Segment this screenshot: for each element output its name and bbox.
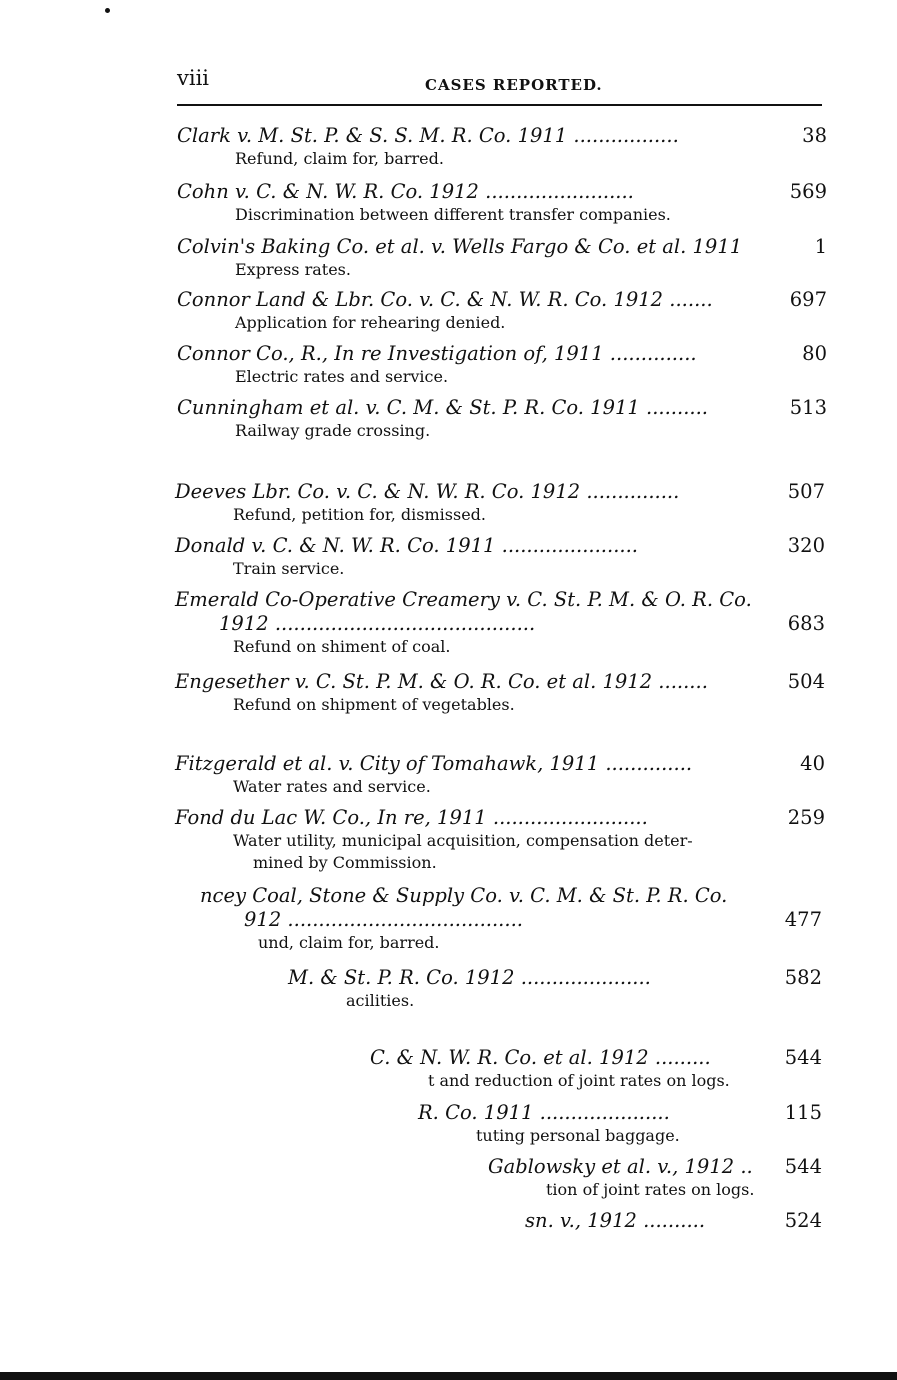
case-title: M. & St. P. R. Co. 1912 ..................... 582 (288, 966, 822, 989)
case-description: Water rates and service. (233, 777, 431, 796)
case-title: Colvin's Baking Co. et al. v. Wells Fargo & Co. et al. 1911 1 (177, 235, 827, 258)
case-description: Railway grade crossing. (235, 421, 431, 440)
case-description: t and reduction of joint rates on logs. (428, 1071, 730, 1090)
case-title: Deeves Lbr. Co. v. C. & N. W. R. Co. 1912 ............... 507 (175, 480, 825, 503)
case-title: Cohn v. C. & N. W. R. Co. 1912 ........................ 569 (177, 180, 827, 203)
case-title: Donald v. C. & N. W. R. Co. 1911 ...................... 320 (175, 534, 825, 557)
case-title: Connor Land & Lbr. Co. v. C. & N. W. R. Co. 1912 ....... 697 (177, 288, 827, 311)
case-entry (175, 806, 825, 874)
case-entry (288, 966, 822, 1012)
case-title-year: 912 ...................................... (244, 908, 523, 931)
case-entry (488, 1155, 822, 1201)
case-page-number: 544 (784, 1046, 822, 1069)
case-description: Refund, claim for, barred. (235, 149, 444, 168)
case-description: acilities. (346, 991, 415, 1010)
case-description: Train service. (233, 559, 345, 578)
case-page-number: 544 (784, 1155, 822, 1178)
case-title: C. & N. W. R. Co. et al. 1912 ......... 544 (370, 1046, 822, 1069)
case-page-number: 697 (789, 288, 827, 311)
case-page-number: 40 (800, 752, 825, 775)
case-page-number: 1 (814, 235, 827, 258)
margin-dot (105, 8, 110, 13)
case-page-number: 477 (784, 908, 822, 931)
case-page-number: 38 (802, 124, 827, 147)
case-entry (177, 396, 827, 442)
case-entry (177, 288, 827, 334)
case-entry (177, 235, 827, 281)
case-entry (175, 588, 825, 658)
case-title-year: 1912 .......................................... (219, 612, 536, 635)
case-title: Cunningham et al. v. C. M. & St. P. R. Co. 1911 .......... 513 (177, 396, 827, 419)
case-page-number: 524 (784, 1209, 822, 1232)
case-page-number: 683 (787, 612, 825, 635)
case-entry (175, 670, 825, 716)
case-page-number: 320 (787, 534, 825, 557)
case-page-number: 259 (787, 806, 825, 829)
running-head: CASES REPORTED. (425, 76, 603, 94)
case-title: R. Co. 1911 ..................... 115 (418, 1101, 822, 1124)
case-description: Application for rehearing denied. (235, 313, 506, 332)
scan-border (0, 1372, 897, 1380)
case-title: Fond du Lac W. Co., In re, 1911 ......................... 259 (175, 806, 825, 829)
case-description: und, claim for, barred. (258, 933, 440, 952)
case-page-number: 569 (789, 180, 827, 203)
case-entry (370, 1046, 822, 1092)
case-entry (175, 480, 825, 526)
case-description: tion of joint rates on logs. (546, 1180, 755, 1199)
case-description: Refund, petition for, dismissed. (233, 505, 486, 524)
case-page-number: 513 (789, 396, 827, 419)
case-entry (175, 752, 825, 798)
case-entry (418, 1101, 822, 1147)
case-description: Water utility, municipal acquisition, compensation deter- (233, 831, 693, 850)
case-page-number: 504 (787, 670, 825, 693)
case-title: Engesether v. C. St. P. M. & O. R. Co. et al. 1912 ........ 504 (175, 670, 825, 693)
case-entry (175, 534, 825, 580)
case-entry (200, 884, 822, 954)
case-title: Clark v. M. St. P. & S. S. M. R. Co. 1911 ................. 38 (177, 124, 827, 147)
case-page-number: 582 (784, 966, 822, 989)
case-entry (177, 342, 827, 388)
case-page-number: 115 (784, 1101, 822, 1124)
case-description: tuting personal baggage. (476, 1126, 680, 1145)
case-title-continued (175, 612, 825, 636)
case-title: Fitzgerald et al. v. City of Tomahawk, 1911 .............. 40 (175, 752, 825, 775)
case-description: Express rates. (235, 260, 351, 279)
case-title-continued (200, 908, 822, 932)
case-description: Refund on shiment of coal. (233, 637, 451, 656)
case-entry (177, 180, 827, 226)
header-rule (177, 104, 822, 106)
case-entry (525, 1209, 822, 1233)
case-title: Emerald Co-Operative Creamery v. C. St. P. M. & O. R. Co. (175, 588, 752, 611)
case-description: Refund on shipment of vegetables. (233, 695, 515, 714)
case-title: Connor Co., R., In re Investigation of, 1911 .............. 80 (177, 342, 827, 365)
case-description: Electric rates and service. (235, 367, 449, 386)
case-title: sn. v., 1912 .......... 524 (525, 1209, 822, 1232)
case-entry (177, 124, 827, 170)
case-page-number: 507 (787, 480, 825, 503)
case-description: mined by Commission. (253, 853, 437, 872)
case-title: Gablowsky et al. v., 1912 .. 544 (488, 1155, 822, 1178)
case-description: Discrimination between different transfer companies. (235, 205, 671, 224)
case-page-number: 80 (802, 342, 827, 365)
case-title: ncey Coal, Stone & Supply Co. v. C. M. & St. P. R. Co. (200, 884, 728, 907)
page-number: viii (177, 66, 210, 90)
